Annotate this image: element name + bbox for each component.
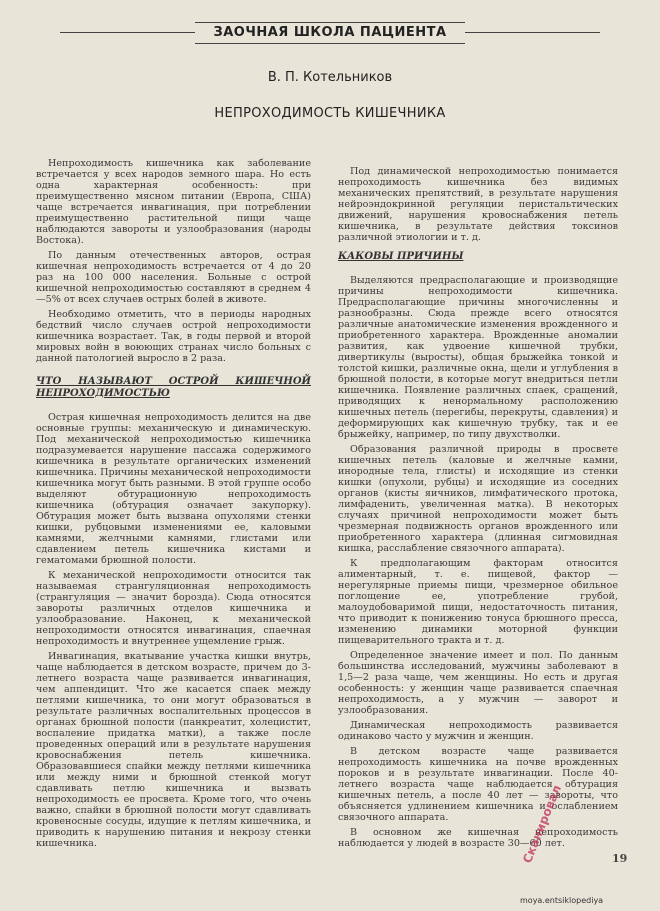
paragraph: В детском возрасте чаще развивается непроходимость кишечника на почве врожденных пороков и в результате инвагинации. После 40-летнего возраста чаще наблюдается обтурация кишечных петель, а после 40 лет — завороты, что объясняется удлинением кишечника и ослаблением связочного аппарата. [338,746,618,823]
paragraph: Выделяются предрасполагающие и производящие причины непроходимости кишечника. Предрасполагающие причины многочисленны и разнообразны. Сюда прежде всего относятся различные анатомические изменения врожденного и приобретенного характера. Врожденные аномалии развития, как удвоение кишечной трубки, дивертикулы (выросты), общая брыжейка тонкой и толстой кишки, различные окна, щели и углубления в брюшной полости, в которые могут внедриться петли кишечника. Появление различных спаек, сращений, приводящих к ненормальному расположению кишечных петель (перегибы, перекруты, сдавления) и деформирующих как кишечную трубку, так и ее брыжейку, например, по типу двухстволки. [338,275,618,440]
paragraph: В основном же кишечная непроходимость наблюдается у людей в возрасте 30—60 лет. [338,827,618,849]
site-credit: moya.entsiklopediya [520,896,604,905]
paragraph: Необходимо отметить, что в периоды народных бедствий число случаев острой непроходимости кишечника возрастает. Так, в годы первой и второй мировых войн в воюющих странах число больных с данной патологией выросло в 2 раза. [36,309,311,364]
scan-watermark: Сканировал [520,782,565,866]
section-heading: КАКОВЫ ПРИЧИНЫ [338,251,464,262]
header-rule-right [465,32,600,33]
article-author: В. П. Котельников [267,70,393,85]
paragraph: Непроходимость кишечника как заболевание встречается у всех народов земного шара. Но есть одна характерная особенность: при преимущественно мясном питании (Европа, США) чаще встречается инвагинация, при потреблении преимущественно растительной пищи чаще наблюдаются завороты и узлообразования (народы Востока). [36,158,311,246]
paragraph: Динамическая непроходимость развивается одинаково часто у мужчин и женщин. [338,720,618,742]
paragraph: К механической непроходимости относится так называемая странгуляционная непроходимость (странгуляция — значит борозда). Сюда относятся завороты различных отделов кишечника и узлообразование. Наконец, к механической непроходимости относятся инвагинация, спаечная непроходимость и внутреннее ущемление грыж. [36,570,311,647]
left-column [36,158,311,853]
section-header: ЗАОЧНАЯ ШКОЛА ПАЦИЕНТА [195,22,465,44]
paragraph: Определенное значение имеет и пол. По данным большинства исследований, мужчины заболевают в 1,5—2 раза чаще, чем женщины. Но есть и другая особенность: у женщин чаще развивается спаечная непроходимость, а у мужчин — заворот и узлообразования. [338,650,618,716]
section-heading: ЧТО НАЗЫВАЮТ ОСТРОЙ КИШЕЧНОЙ НЕПРОХОДИМОСТЬЮ [36,376,311,399]
paragraph: Под динамической непроходимостью понимается непроходимость кишечника без видимых механических препятствий, в результате нарушения нейроэндокринной регуляции перистальтических движений, нарушения кровоснабжения петель кишечника, в результате действия токсинов различной этиологии и т. д. [338,166,618,243]
page-number: 19 [612,852,628,865]
paragraph: Инвагинация, вкатывание участка кишки внутрь, чаще наблюдается в детском возрасте, причем до 3-летнего возраста чаще развивается инвагинация, чем аппендицит. Что же касается спаек между петлями кишечника, то они могут образоваться в результате различных воспалительных процессов в органах брюшной полости (панкреатит, холецистит, воспаление придатка матки), а также после проведенных операций или в результате нарушения кровоснабжения петель кишечника. Образовавшиеся спайки между петлями кишечника или между ними и брюшной стенкой могут сдавливать петлю кишечника и вызвать непроходимость ее просвета. Кроме того, что очень важно, спайки в брюшной полости могут сдавливать кровеносные сосуды, идущие к петлям кишечника, и приводить к нарушению питания и некрозу стенки кишечника. [36,651,311,849]
paragraph: К предполагающим факторам относится алиментарный, т. е. пищевой, фактор — нерегулярные приемы пищи, чрезмерное обильное поглощение ее, употребление грубой, малоудобоваримой пищи, недостаточность питания, что приводит к понижению тонуса брюшного пресса, изменению динамики моторной функции пищеварительного тракта и т. д. [338,558,618,646]
article-title: НЕПРОХОДИМОСТЬ КИШЕЧНИКА [214,106,446,121]
paragraph: По данным отечественных авторов, острая кишечная непроходимость встречается от 4 до 20 раз на 100 000 населения. Больные с острой кишечной непроходимостью составляют в среднем 4—5% от всех случаев острых болей в животе. [36,250,311,305]
paragraph: Острая кишечная непроходимость делится на две основные группы: механическую и динамическую. Под механической непроходимостью кишечника подразумевается нарушение пассажа содержимого кишечника в результате органических изменений кишечника. Причины механической непроходимости кишечника могут быть разными. В этой группе особо выделяют обтурационную непроходимость кишечника (обтурация означает закупорку). Обтурация может быть вызвана опухолями стенки кишки, рубцовыми изменениями ее, каловыми камнями, желчными камнями, глистами или сдавлением петель кишечника кистами и гематомами брюшной полости. [36,412,311,566]
header-rule-left [60,32,195,33]
paragraph: Образования различной природы в просвете кишечных петель (каловые и желчные камни, инородные тела, глисты) и исходящие из стенки кишки (опухоли, рубцы) и исходящие из соседних органов (кисты яичников, лимфатического протока, лимфаденить, увеличенная матка). В некоторых случаях причиной непроходимости может быть чрезмерная подвижность органов врожденного или приобретенного характера (длинная сигмовидная кишка, расслабление связочного аппарата). [338,444,618,554]
